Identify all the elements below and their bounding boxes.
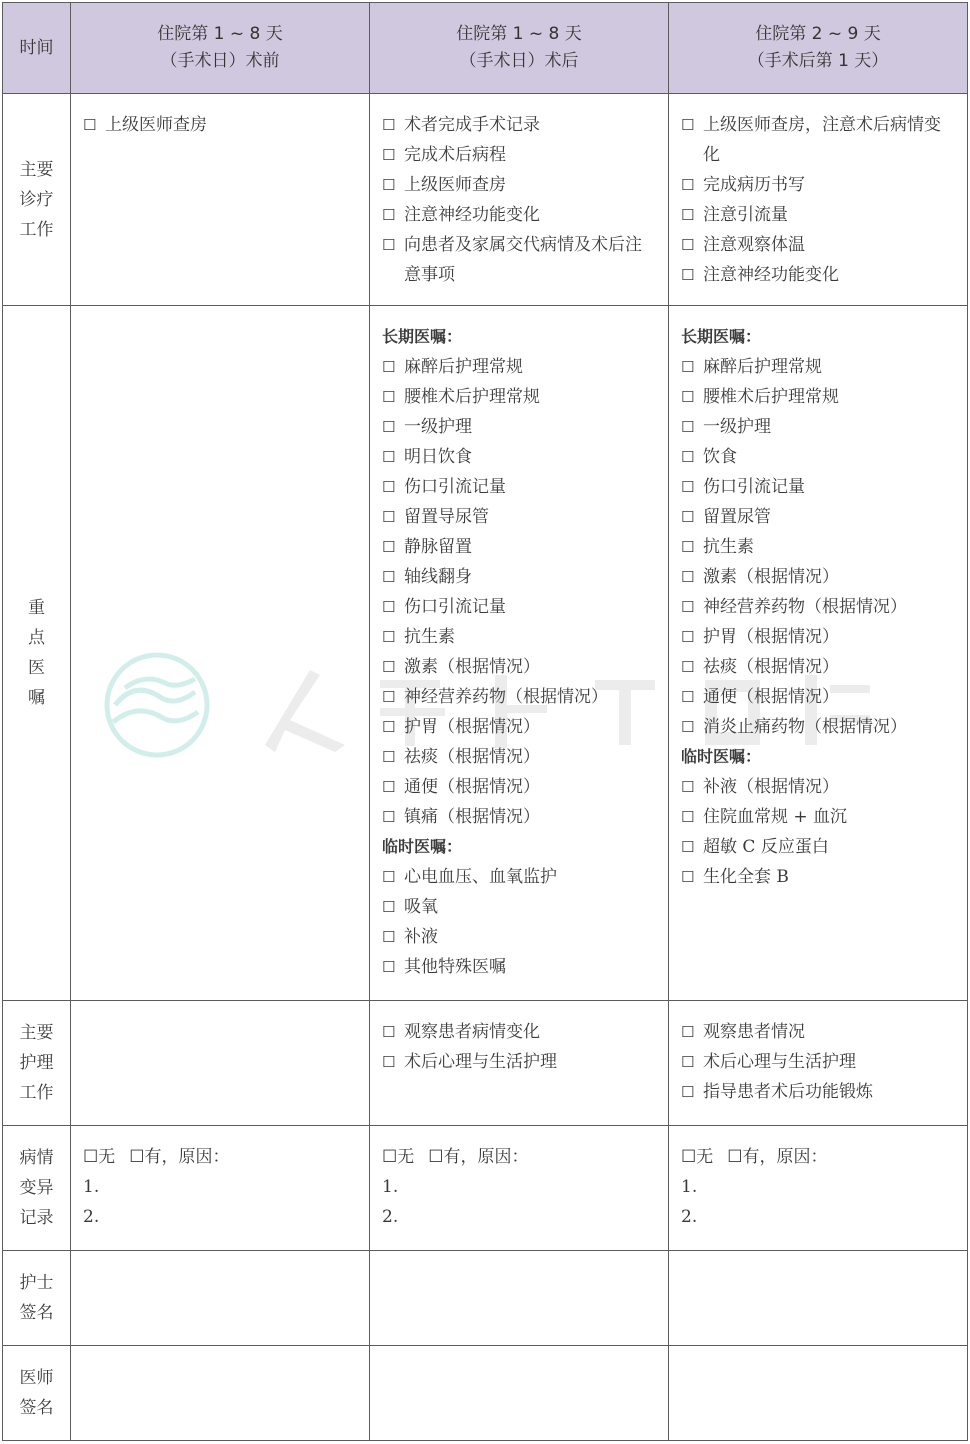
checklist-item[interactable] — [382, 772, 658, 802]
checklist-item-text: 注意引流量 — [703, 205, 788, 225]
nursing-col3 — [669, 1001, 968, 1126]
checklist-item[interactable] — [681, 472, 957, 502]
orders-col1 — [71, 306, 370, 1001]
checkbox-icon[interactable]: ☐ — [681, 688, 695, 706]
row-label-line: 重 — [28, 598, 45, 618]
checkbox-icon[interactable]: ☐ — [681, 176, 695, 194]
temporary-title: 临时医嘱： — [681, 747, 762, 766]
checkbox-icon[interactable]: ☐ — [382, 748, 396, 766]
temporary-title: 临时医嘱： — [382, 837, 463, 856]
checkbox-icon[interactable]: ☐ — [382, 598, 396, 616]
checklist-item[interactable] — [681, 170, 957, 200]
row-diagnosis — [3, 94, 968, 306]
checkbox-icon[interactable]: ☐ — [382, 508, 396, 526]
checklist-item[interactable] — [382, 652, 658, 682]
checklist-item[interactable] — [681, 110, 957, 170]
checklist-item[interactable] — [382, 862, 658, 892]
row-orders — [3, 306, 968, 1001]
checklist-item-text: 明日饮食 — [404, 447, 472, 467]
checkbox-icon[interactable]: ☐ — [382, 418, 396, 436]
variation-options — [382, 1142, 658, 1172]
checklist-item-text: 麻醉后护理常规 — [703, 357, 822, 377]
clinical-pathway-table — [2, 2, 968, 1441]
checkbox-icon[interactable]: ☐ — [382, 176, 396, 194]
long-term-title: 长期医嘱： — [382, 327, 463, 346]
nurse-sign-col3[interactable] — [669, 1251, 968, 1346]
row-label-line: 诊疗 — [19, 189, 54, 210]
checklist-item[interactable] — [681, 260, 957, 290]
checklist-item[interactable] — [681, 562, 957, 592]
row-label-line: 医师 — [19, 1368, 54, 1388]
variation-reason-line[interactable]: 2. — [382, 1207, 399, 1227]
checklist-item[interactable] — [382, 532, 658, 562]
checklist-item[interactable] — [83, 110, 359, 140]
checklist-item-text: 护胃（根据情况） — [703, 627, 839, 647]
row-label-line: 主要 — [19, 1023, 54, 1043]
row-label-line: 病情 — [19, 1148, 54, 1168]
checklist-item-text: 伤口引流记量 — [404, 477, 506, 497]
checklist-item[interactable] — [681, 622, 957, 652]
row-label-diagnosis — [3, 94, 71, 306]
doctor-sign-col2[interactable] — [370, 1346, 669, 1441]
nursing-col1 — [71, 1001, 370, 1126]
checklist-item[interactable] — [382, 502, 658, 532]
checkbox-icon[interactable]: ☐ — [382, 1053, 396, 1071]
checkbox-icon[interactable]: ☐ — [382, 688, 396, 706]
checklist-item-text: 通便（根据情况） — [404, 777, 540, 797]
checklist-item-text: 补液（根据情况） — [703, 777, 839, 797]
checkbox-icon[interactable]: ☐ — [382, 898, 396, 916]
checklist-item-text: 完成病历书写 — [703, 175, 805, 195]
checkbox-icon[interactable]: ☐ — [681, 388, 695, 406]
checklist-item-text: 静脉留置 — [404, 537, 472, 557]
doctor-sign-col1[interactable] — [71, 1346, 370, 1441]
checklist-item-text: 镇痛（根据情况） — [404, 807, 540, 827]
checklist-item-text: 住院血常规 + 血沉 — [703, 807, 848, 827]
checklist-item[interactable] — [382, 140, 658, 170]
checklist-item[interactable] — [681, 712, 957, 742]
checklist-item[interactable] — [382, 622, 658, 652]
checklist-item[interactable] — [681, 412, 957, 442]
checkbox-icon[interactable]: ☐ — [382, 958, 396, 976]
checklist-item-text: 消炎止痛药物（根据情况） — [703, 717, 907, 737]
checklist-item-text: 一级护理 — [703, 417, 771, 437]
checklist-item[interactable] — [681, 442, 957, 472]
checklist-item[interactable] — [681, 502, 957, 532]
checklist-item[interactable] — [382, 712, 658, 742]
checkbox-icon[interactable]: ☐ — [382, 116, 396, 134]
nurse-sign-col2[interactable] — [370, 1251, 669, 1346]
checklist-item[interactable] — [382, 230, 658, 290]
checklist-item[interactable] — [681, 772, 957, 802]
checklist-item-text: 留置尿管 — [703, 507, 771, 527]
checkbox-icon[interactable]: ☐ — [382, 658, 396, 676]
checkbox-icon[interactable]: ☐ — [681, 1023, 695, 1041]
checkbox-icon[interactable]: ☐ — [681, 358, 695, 376]
checklist-item[interactable] — [681, 652, 957, 682]
header-col2 — [370, 3, 669, 94]
row-label-line: 记录 — [19, 1208, 54, 1228]
variation-reason-line[interactable]: 2. — [681, 1207, 698, 1227]
checklist-item[interactable] — [681, 592, 957, 622]
checklist-item-text: 伤口引流记量 — [703, 477, 805, 497]
checklist-item-text: 抗生素 — [404, 627, 455, 647]
checklist-item[interactable] — [382, 802, 658, 832]
checkbox-icon[interactable]: ☐ — [681, 206, 695, 224]
checklist-item[interactable] — [382, 170, 658, 200]
checkbox-icon[interactable]: ☐ — [681, 1083, 695, 1101]
checklist-item-text: 抗生素 — [703, 537, 754, 557]
row-label-line: 变异 — [19, 1178, 54, 1198]
checklist-item[interactable] — [382, 110, 658, 140]
checkbox-icon[interactable]: ☐ — [83, 116, 97, 134]
checklist-item[interactable] — [681, 682, 957, 712]
row-label-line: 工作 — [19, 1083, 54, 1103]
checklist-item-text: 饮食 — [703, 447, 737, 467]
checkbox-icon[interactable]: ☐ — [681, 598, 695, 616]
header-col3 — [669, 3, 968, 94]
variation-options — [83, 1142, 359, 1172]
header-col1 — [71, 3, 370, 94]
checklist-item-text: 吸氧 — [404, 897, 438, 917]
row-label-nurse-sign — [3, 1251, 71, 1346]
checklist-item[interactable] — [382, 952, 658, 982]
yes-checkbox[interactable]: ☐有，原因： — [428, 1147, 529, 1167]
row-nursing — [3, 1001, 968, 1126]
row-label-line: 工作 — [19, 219, 54, 240]
checkbox-icon[interactable]: ☐ — [681, 1053, 695, 1071]
checkbox-icon[interactable]: ☐ — [382, 808, 396, 826]
checkbox-icon[interactable]: ☐ — [681, 628, 695, 646]
variation-reason-line[interactable]: 2. — [83, 1207, 100, 1227]
row-label-line: 护士 — [19, 1273, 54, 1293]
checklist-item-text: 生化全套 B — [703, 867, 789, 887]
checkbox-icon[interactable]: ☐ — [382, 358, 396, 376]
yes-checkbox[interactable]: ☐有，原因： — [727, 1147, 828, 1167]
checklist-item-text: 超敏 C 反应蛋白 — [703, 837, 829, 857]
orders-col3-temp — [681, 772, 957, 892]
checkbox-icon[interactable]: ☐ — [681, 508, 695, 526]
yes-checkbox[interactable]: ☐有，原因： — [129, 1147, 230, 1167]
checklist-item-text: 注意神经功能变化 — [703, 265, 839, 285]
checkbox-icon[interactable]: ☐ — [681, 236, 695, 254]
checklist-item-text: 麻醉后护理常规 — [404, 357, 523, 377]
nursing-col2 — [370, 1001, 669, 1126]
checklist-item[interactable] — [382, 892, 658, 922]
row-label-line: 护理 — [19, 1053, 54, 1073]
checklist-item-text: 上级医师查房，注意术后病情变化 — [703, 115, 941, 165]
checklist-item-text: 伤口引流记量 — [404, 597, 506, 617]
doctor-sign-col3[interactable] — [669, 1346, 968, 1441]
checklist-item[interactable] — [681, 802, 957, 832]
none-checkbox[interactable]: ☐无 — [681, 1147, 714, 1167]
checklist-item[interactable] — [382, 682, 658, 712]
none-checkbox[interactable]: ☐无 — [83, 1147, 116, 1167]
checkbox-icon[interactable]: ☐ — [681, 448, 695, 466]
header-col2-line1: 住院第 1 ~ 8 天 — [456, 24, 582, 44]
checklist-item-text: 观察患者情况 — [703, 1022, 805, 1042]
header-col3-line2: （手术后第 1 天） — [747, 51, 889, 71]
row-label-line: 签名 — [19, 1303, 54, 1323]
checkbox-icon[interactable]: ☐ — [382, 206, 396, 224]
checkbox-icon[interactable]: ☐ — [382, 718, 396, 736]
checklist-item[interactable] — [382, 742, 658, 772]
row-label-orders — [3, 306, 71, 1001]
time-header: 时间 — [3, 3, 71, 94]
checklist-item-text: 神经营养药物（根据情况） — [703, 597, 907, 617]
checklist-item-text: 激素（根据情况） — [404, 657, 540, 677]
checklist-item[interactable] — [382, 472, 658, 502]
row-doctor-sign — [3, 1346, 968, 1441]
row-variation — [3, 1126, 968, 1251]
checklist-item[interactable] — [681, 382, 957, 412]
row-label-line: 签名 — [19, 1398, 54, 1418]
checklist-item[interactable] — [681, 1047, 957, 1077]
row-label-line: 点 — [28, 628, 45, 648]
variation-options — [681, 1142, 957, 1172]
row-label-line: 主要 — [19, 159, 54, 180]
checkbox-icon[interactable]: ☐ — [681, 538, 695, 556]
checklist-item[interactable] — [681, 532, 957, 562]
checklist-item-text: 向患者及家属交代病情及术后注意事项 — [404, 235, 642, 285]
long-term-title: 长期医嘱： — [681, 327, 762, 346]
checkbox-icon[interactable]: ☐ — [681, 568, 695, 586]
checkbox-icon[interactable]: ☐ — [681, 658, 695, 676]
checklist-item-text: 祛痰（根据情况） — [703, 657, 839, 677]
checklist-item-text: 注意神经功能变化 — [404, 205, 540, 225]
orders-col3 — [669, 306, 968, 1001]
checklist-item-text: 轴线翻身 — [404, 567, 472, 587]
checkbox-icon[interactable]: ☐ — [681, 266, 695, 284]
checkbox-icon[interactable]: ☐ — [382, 628, 396, 646]
header-col2-line2: （手术日）术后 — [459, 51, 579, 71]
checkbox-icon[interactable]: ☐ — [382, 388, 396, 406]
checkbox-icon[interactable]: ☐ — [382, 778, 396, 796]
checklist-item[interactable] — [681, 832, 957, 862]
checkbox-icon[interactable]: ☐ — [382, 1023, 396, 1041]
checklist-item-text: 指导患者术后功能锻炼 — [703, 1082, 873, 1102]
checkbox-icon[interactable]: ☐ — [382, 146, 396, 164]
orders-col2 — [370, 306, 669, 1001]
checklist-item-text: 观察患者病情变化 — [404, 1022, 540, 1042]
variation-reason-line[interactable]: 1. — [382, 1177, 399, 1197]
diagnosis-col2 — [370, 94, 669, 306]
checklist-item-text: 腰椎术后护理常规 — [703, 387, 839, 407]
checkbox-icon[interactable]: ☐ — [681, 868, 695, 886]
checkbox-icon[interactable]: ☐ — [382, 538, 396, 556]
header-col1-line2: （手术日）术前 — [160, 51, 280, 71]
row-label-line: 嘱 — [28, 688, 45, 708]
checkbox-icon[interactable]: ☐ — [681, 838, 695, 856]
checkbox-icon[interactable]: ☐ — [681, 418, 695, 436]
orders-col2-long — [382, 352, 658, 832]
checklist-item-text: 补液 — [404, 927, 438, 947]
variation-reason-line[interactable]: 1. — [681, 1177, 698, 1197]
checkbox-icon[interactable]: ☐ — [382, 236, 396, 254]
orders-col2-temp — [382, 862, 658, 982]
checkbox-icon[interactable]: ☐ — [681, 116, 695, 134]
checkbox-icon[interactable]: ☐ — [382, 928, 396, 946]
checklist-item[interactable] — [382, 442, 658, 472]
variation-col3 — [669, 1126, 968, 1251]
checklist-item[interactable] — [382, 1047, 658, 1077]
checklist-item-text: 一级护理 — [404, 417, 472, 437]
checklist-item[interactable] — [681, 1017, 957, 1047]
checkbox-icon[interactable]: ☐ — [681, 808, 695, 826]
checklist-item[interactable] — [681, 1077, 957, 1107]
checklist-item-text: 上级医师查房 — [105, 115, 207, 135]
checklist-item[interactable] — [681, 230, 957, 260]
header-col3-line1: 住院第 2 ~ 9 天 — [755, 24, 881, 44]
checkbox-icon[interactable]: ☐ — [681, 718, 695, 736]
checklist-item[interactable] — [382, 562, 658, 592]
checklist-item-text: 上级医师查房 — [404, 175, 506, 195]
checkbox-icon[interactable]: ☐ — [382, 448, 396, 466]
checklist-item[interactable] — [382, 1017, 658, 1047]
checklist-item[interactable] — [382, 382, 658, 412]
checklist-item-text: 其他特殊医嘱 — [404, 957, 506, 977]
checklist-item-text: 完成术后病程 — [404, 145, 506, 165]
checklist-item-text: 留置导尿管 — [404, 507, 489, 527]
checklist-item-text: 注意观察体温 — [703, 235, 805, 255]
checklist-item[interactable] — [382, 592, 658, 622]
variation-col2 — [370, 1126, 669, 1251]
checklist-item-text: 护胃（根据情况） — [404, 717, 540, 737]
row-nurse-sign — [3, 1251, 968, 1346]
row-label-doctor-sign — [3, 1346, 71, 1441]
checklist-item[interactable] — [382, 922, 658, 952]
checklist-item-text: 激素（根据情况） — [703, 567, 839, 587]
checklist-item-text: 术后心理与生活护理 — [703, 1052, 856, 1072]
row-label-variation — [3, 1126, 71, 1251]
checklist-item[interactable] — [382, 412, 658, 442]
diagnosis-col1 — [71, 94, 370, 306]
orders-col3-long — [681, 352, 957, 742]
variation-col1 — [71, 1126, 370, 1251]
checkbox-icon[interactable]: ☐ — [681, 778, 695, 796]
checklist-item-text: 术者完成手术记录 — [404, 115, 540, 135]
checkbox-icon[interactable]: ☐ — [382, 568, 396, 586]
row-label-line: 医 — [28, 658, 45, 678]
checklist-item[interactable] — [681, 862, 957, 892]
nurse-sign-col1[interactable] — [71, 1251, 370, 1346]
checkbox-icon[interactable]: ☐ — [681, 478, 695, 496]
row-label-nursing — [3, 1001, 71, 1126]
checklist-item[interactable] — [382, 352, 658, 382]
checklist-item-text: 祛痰（根据情况） — [404, 747, 540, 767]
header-col1-line1: 住院第 1 ~ 8 天 — [157, 24, 283, 44]
checklist-item[interactable] — [382, 200, 658, 230]
checklist-item-text: 通便（根据情况） — [703, 687, 839, 707]
checklist-item-text: 心电血压、血氧监护 — [404, 867, 557, 887]
diagnosis-col3 — [669, 94, 968, 306]
none-checkbox[interactable]: ☐无 — [382, 1147, 415, 1167]
checklist-item-text: 腰椎术后护理常规 — [404, 387, 540, 407]
checklist-item-text: 术后心理与生活护理 — [404, 1052, 557, 1072]
checklist-item[interactable] — [681, 352, 957, 382]
checklist-item-text: 神经营养药物（根据情况） — [404, 687, 608, 707]
checkbox-icon[interactable]: ☐ — [382, 868, 396, 886]
variation-reason-line[interactable]: 1. — [83, 1177, 100, 1197]
checklist-item[interactable] — [681, 200, 957, 230]
checkbox-icon[interactable]: ☐ — [382, 478, 396, 496]
